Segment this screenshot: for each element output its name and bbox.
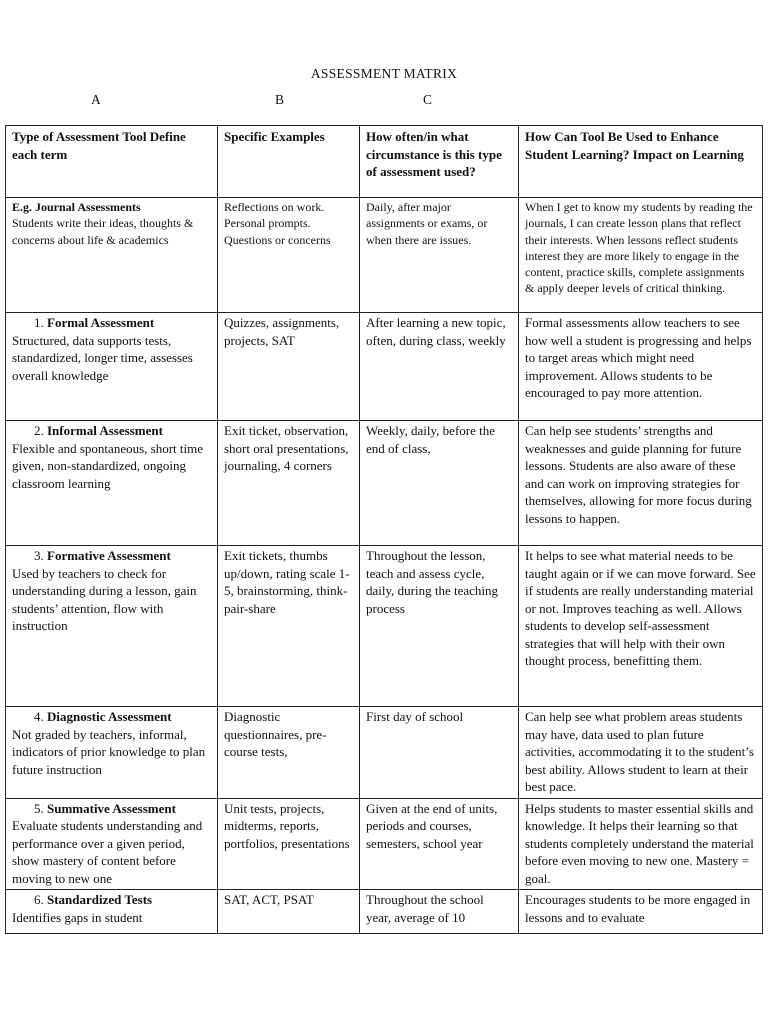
header-impact: How Can Tool Be Used to Enhance Student Learning? Impact on Learning [519, 126, 763, 198]
term-name: Formative Assessment [47, 548, 171, 563]
examples-cell: Diagnostic questionnaires, pre-course tests, [218, 707, 360, 799]
term-number: 2. [34, 423, 44, 438]
header-type-of-assessment: Type of Assessment Tool Define each term [6, 126, 218, 198]
examples-cell: Exit ticket, observation, short oral presentations, journaling, 4 corners [218, 421, 360, 546]
term-cell [6, 707, 218, 799]
term-heading [12, 422, 211, 440]
term-definition: Evaluate students understanding and performance over a given period, show mastery of content before moving to new one [12, 818, 203, 886]
frequency-cell: Given at the end of units, periods and courses, semesters, school year [360, 798, 519, 890]
term-heading [12, 708, 211, 726]
term-name: Summative Assessment [47, 800, 176, 816]
example-impact: When I get to know my students by reading the journals, I can create lesson plans that reflect their interests. When lessons reflect students interest they are more likely to engage in the content, practice skills, complete assignments & apply deeper levels of critical thinking. [519, 198, 763, 313]
examples-cell: Unit tests, projects, midterms, reports, portfolios, presentations [218, 798, 360, 890]
table-row [6, 707, 763, 799]
term-name: Diagnostic Assessment [47, 709, 172, 724]
term-number: 4. [34, 709, 44, 724]
example-definition: Students write their ideas, thoughts & concerns about life & academics [12, 216, 194, 247]
term-cell [6, 421, 218, 546]
impact-cell: Can help see students’ strengths and weaknesses and guide planning for future lessons. Students are also aware of these and can work on improving strategies for themselves, allowing for more focus during lessons to happen. [519, 421, 763, 546]
impact-cell: Can help see what problem areas students may have, data used to plan future activities, accommodating it to the student’s best ability. Allows student to learn at their best pace. [519, 707, 763, 799]
frequency-cell: First day of school [360, 707, 519, 799]
term-definition: Used by teachers to check for understanding during a lesson, gain students’ attention, flow with instruction [12, 565, 197, 633]
impact-cell: Encourages students to be more engaged in lessons and to evaluate [519, 890, 763, 934]
column-letter-a: A [91, 92, 101, 107]
table-row [6, 546, 763, 707]
frequency-cell: Throughout the school year, average of 10 [360, 890, 519, 934]
example-term: E.g. Journal Assessments [12, 200, 141, 214]
term-definition: Identifies gaps in student [12, 909, 143, 925]
assessment-matrix-table [5, 125, 763, 934]
table-row [6, 798, 763, 890]
frequency-cell: Throughout the lesson, teach and assess cycle, daily, during the teaching process [360, 546, 519, 707]
term-cell [6, 313, 218, 421]
frequency-cell: After learning a new topic, often, during class, weekly [360, 313, 519, 421]
example-frequency: Daily, after major assignments or exams, or when there are issues. [360, 198, 519, 313]
frequency-cell: Weekly, daily, before the end of class, [360, 421, 519, 546]
table-row [6, 313, 763, 421]
header-frequency: How often/in what circumstance is this type of assessment used? [360, 126, 519, 198]
example-term-cell [6, 198, 218, 313]
term-definition: Not graded by teachers, informal, indicators of prior knowledge to plan future instruction [12, 726, 206, 777]
term-name: Formal Assessment [47, 315, 155, 330]
table-row [6, 421, 763, 546]
term-heading [12, 891, 211, 909]
term-cell [6, 798, 218, 890]
examples-cell: Exit tickets, thumbs up/down, rating scale 1-5, brainstorming, think-pair-share [218, 546, 360, 707]
term-number: 3. [34, 548, 44, 563]
header-row [6, 126, 763, 198]
example-row [6, 198, 763, 313]
table-row [6, 890, 763, 934]
term-heading [12, 314, 211, 332]
term-name: Standardized Tests [47, 892, 153, 907]
term-cell [6, 890, 218, 934]
document-title: ASSESSMENT MATRIX [310, 66, 458, 81]
column-letter-c: C [423, 92, 433, 107]
impact-cell: Formal assessments allow teachers to see how well a student is progressing and helps to target areas which might need improvement. Allows students to be encouraged to pay more attention. [519, 313, 763, 421]
term-definition: Flexible and spontaneous, short time given, non-standardized, ongoing classroom learning [12, 440, 204, 491]
term-heading [12, 547, 211, 565]
term-number: 1. [34, 315, 44, 330]
examples-cell: SAT, ACT, PSAT [218, 890, 360, 934]
term-definition: Structured, data supports tests, standardized, longer time, assesses overall knowledge [12, 332, 193, 383]
column-letter-b: B [275, 92, 285, 107]
examples-cell: Quizzes, assignments, projects, SAT [218, 313, 360, 421]
term-heading [12, 800, 211, 818]
impact-cell: It helps to see what material needs to be taught again or if we can move forward. See if students are really understanding material or not. Improves teaching as well. Allows students to develop self-assessment strategies that will help with their own thought process, benefitting them. [519, 546, 763, 707]
header-specific-examples: Specific Examples [218, 126, 360, 198]
impact-cell: Helps students to master essential skills and knowledge. It helps their learning so that students completely understand the material before even moving to new one. Mastery = goal. [519, 798, 763, 890]
example-examples: Reflections on work. Personal prompts. Questions or concerns [218, 198, 360, 313]
term-cell [6, 546, 218, 707]
term-name: Informal Assessment [47, 423, 163, 438]
term-number: 5. [34, 800, 44, 816]
term-number: 6. [34, 892, 44, 907]
